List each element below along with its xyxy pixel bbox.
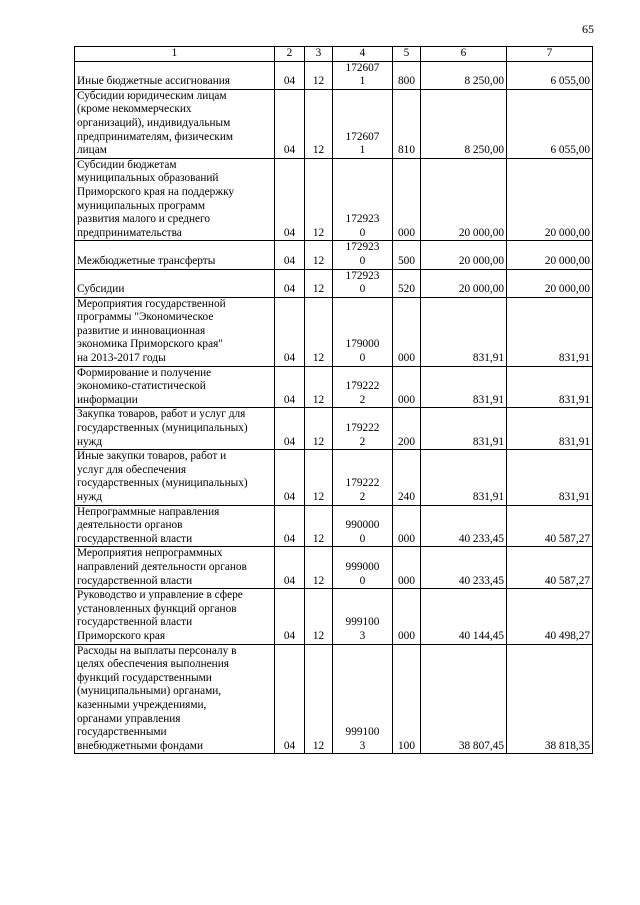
row-target-article: 172923 0 [333, 158, 393, 241]
table-row [75, 505, 593, 547]
row-target-article: 179000 0 [333, 297, 393, 366]
row-subsection: 12 [305, 61, 333, 89]
table-row [75, 408, 593, 450]
table-header-row [75, 47, 593, 62]
row-subsection: 12 [305, 505, 333, 547]
row-amount-1: 831,91 [421, 297, 507, 366]
table-row [75, 241, 593, 269]
row-amount-1: 8 250,00 [421, 61, 507, 89]
table-row [75, 61, 593, 89]
row-amount-2: 20 000,00 [507, 158, 593, 241]
row-subsection: 12 [305, 644, 333, 754]
header-col-5: 5 [393, 47, 421, 62]
row-subsection: 12 [305, 269, 333, 297]
row-expense-type: 000 [393, 589, 421, 644]
row-name: Субсидии [75, 269, 275, 297]
row-subsection: 12 [305, 547, 333, 589]
row-target-article: 179222 2 [333, 408, 393, 450]
row-section: 04 [275, 408, 305, 450]
row-amount-2: 20 000,00 [507, 269, 593, 297]
row-section: 04 [275, 547, 305, 589]
row-name: Иные закупки товаров, работ и услуг для обеспечения государственных (муниципальных) нужд [75, 450, 275, 505]
row-amount-2: 6 055,00 [507, 89, 593, 158]
row-name: Межбюджетные трансферты [75, 241, 275, 269]
row-amount-2: 831,91 [507, 450, 593, 505]
row-expense-type: 240 [393, 450, 421, 505]
page-number: 65 [582, 22, 594, 36]
table-row [75, 589, 593, 644]
row-expense-type: 000 [393, 547, 421, 589]
table-row [75, 450, 593, 505]
row-amount-1: 40 233,45 [421, 505, 507, 547]
table-row [75, 547, 593, 589]
header-col-4: 4 [333, 47, 393, 62]
row-amount-2: 20 000,00 [507, 241, 593, 269]
row-section: 04 [275, 241, 305, 269]
row-section: 04 [275, 158, 305, 241]
row-amount-1: 38 807,45 [421, 644, 507, 754]
row-name: Мероприятия государственной программы "Экономическое развитие и инновационная экономика Приморского края" на 2013-2017 годы [75, 297, 275, 366]
row-section: 04 [275, 89, 305, 158]
row-amount-1: 831,91 [421, 450, 507, 505]
row-amount-1: 20 000,00 [421, 269, 507, 297]
row-amount-1: 20 000,00 [421, 241, 507, 269]
row-subsection: 12 [305, 408, 333, 450]
row-amount-2: 40 587,27 [507, 505, 593, 547]
row-amount-1: 8 250,00 [421, 89, 507, 158]
row-expense-type: 500 [393, 241, 421, 269]
table-row [75, 366, 593, 408]
row-expense-type: 520 [393, 269, 421, 297]
row-name: Расходы на выплаты персоналу в целях обеспечения выполнения функций государственными (муниципальными) органами, казенными учреждениями, органами управления государственными внебюджетными фондами [75, 644, 275, 754]
row-section: 04 [275, 61, 305, 89]
row-target-article: 179222 2 [333, 450, 393, 505]
header-col-7: 7 [507, 47, 593, 62]
row-expense-type: 000 [393, 505, 421, 547]
row-amount-2: 6 055,00 [507, 61, 593, 89]
row-amount-2: 831,91 [507, 366, 593, 408]
header-col-6: 6 [421, 47, 507, 62]
row-expense-type: 000 [393, 297, 421, 366]
row-target-article: 990000 0 [333, 505, 393, 547]
row-subsection: 12 [305, 366, 333, 408]
row-target-article: 172923 0 [333, 241, 393, 269]
row-expense-type: 000 [393, 366, 421, 408]
row-name: Иные бюджетные ассигнования [75, 61, 275, 89]
row-target-article: 999000 0 [333, 547, 393, 589]
row-target-article: 172607 1 [333, 89, 393, 158]
row-amount-2: 831,91 [507, 297, 593, 366]
row-section: 04 [275, 366, 305, 408]
row-subsection: 12 [305, 450, 333, 505]
row-amount-1: 831,91 [421, 366, 507, 408]
row-name: Субсидии бюджетам муниципальных образований Приморского края на поддержку муниципальных программ развития малого и среднего предпринимательства [75, 158, 275, 241]
budget-table [74, 46, 593, 754]
row-amount-1: 40 233,45 [421, 547, 507, 589]
row-target-article: 999100 3 [333, 589, 393, 644]
row-expense-type: 100 [393, 644, 421, 754]
row-subsection: 12 [305, 158, 333, 241]
row-name: Мероприятия непрограммных направлений деятельности органов государственной власти [75, 547, 275, 589]
row-amount-1: 20 000,00 [421, 158, 507, 241]
row-subsection: 12 [305, 297, 333, 366]
row-target-article: 999100 3 [333, 644, 393, 754]
row-name: Руководство и управление в сфере установленных функций органов государственной власти Приморского края [75, 589, 275, 644]
row-name: Субсидии юридическим лицам (кроме некоммерческих организаций), индивидуальным предпринимателям, физическим лицам [75, 89, 275, 158]
row-target-article: 172607 1 [333, 61, 393, 89]
row-amount-2: 40 587,27 [507, 547, 593, 589]
row-name: Закупка товаров, работ и услуг для государственных (муниципальных) нужд [75, 408, 275, 450]
table-row [75, 297, 593, 366]
row-section: 04 [275, 297, 305, 366]
row-section: 04 [275, 269, 305, 297]
row-expense-type: 200 [393, 408, 421, 450]
row-subsection: 12 [305, 89, 333, 158]
row-subsection: 12 [305, 589, 333, 644]
row-name: Формирование и получение экономико-статистической информации [75, 366, 275, 408]
row-amount-2: 831,91 [507, 408, 593, 450]
row-amount-1: 831,91 [421, 408, 507, 450]
row-expense-type: 800 [393, 61, 421, 89]
table-row [75, 89, 593, 158]
row-name: Непрограммные направления деятельности органов государственной власти [75, 505, 275, 547]
header-col-3: 3 [305, 47, 333, 62]
table-row [75, 158, 593, 241]
row-amount-2: 38 818,35 [507, 644, 593, 754]
row-section: 04 [275, 589, 305, 644]
table-row [75, 644, 593, 754]
row-target-article: 172923 0 [333, 269, 393, 297]
row-target-article: 179222 2 [333, 366, 393, 408]
row-subsection: 12 [305, 241, 333, 269]
row-section: 04 [275, 644, 305, 754]
row-amount-1: 40 144,45 [421, 589, 507, 644]
header-col-2: 2 [275, 47, 305, 62]
table-row [75, 269, 593, 297]
row-expense-type: 000 [393, 158, 421, 241]
header-col-1: 1 [75, 47, 275, 62]
row-section: 04 [275, 505, 305, 547]
row-section: 04 [275, 450, 305, 505]
row-amount-2: 40 498,27 [507, 589, 593, 644]
row-expense-type: 810 [393, 89, 421, 158]
